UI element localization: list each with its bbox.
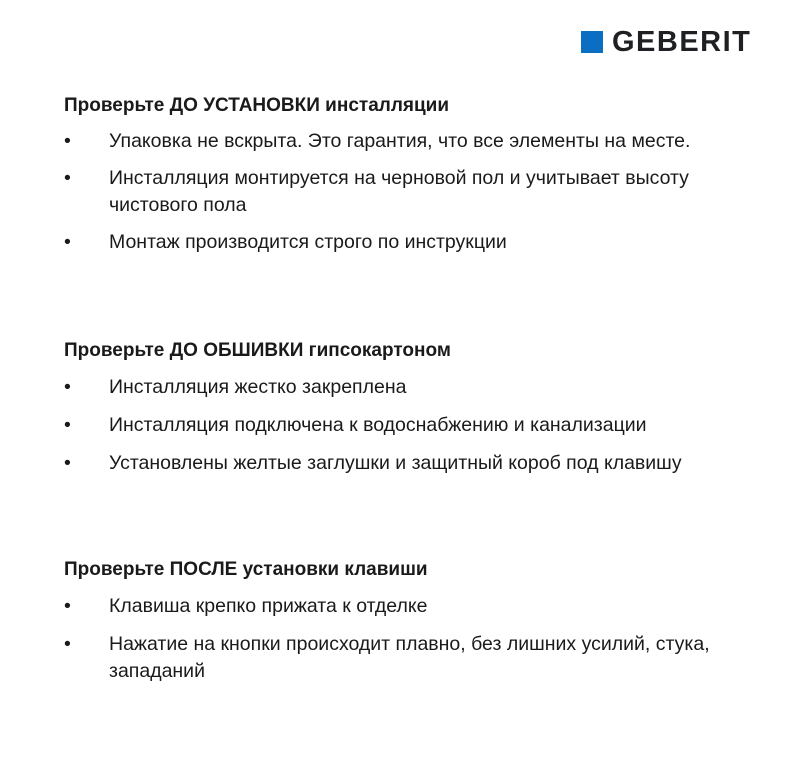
list-item-text: Клавиша крепко прижата к отделке (109, 595, 428, 617)
bullet-icon: • (64, 376, 71, 398)
section-before-installation (64, 94, 744, 266)
bullet-list (64, 374, 744, 477)
bullet-icon: • (64, 167, 71, 189)
list-item-text: Инсталляция подключена к водоснабжению и канализации (109, 414, 647, 436)
list-item (64, 412, 744, 439)
bullet-icon: • (64, 633, 71, 655)
logo-wordmark: GEBERIT (612, 26, 752, 58)
list-item-text: Инсталляция монтируется на черновой пол и учитывает высоту чистового пола (109, 167, 689, 216)
logo-square-icon (581, 31, 603, 53)
list-item (64, 593, 744, 620)
bullet-icon: • (64, 414, 71, 436)
list-item (64, 128, 744, 155)
list-item (64, 631, 744, 685)
list-item-text: Нажатие на кнопки происходит плавно, без лишних усилий, стука, западаний (109, 633, 710, 682)
bullet-list (64, 593, 744, 685)
section-after-flush-plate (64, 558, 744, 696)
list-item-text: Упаковка не вскрыта. Это гарантия, что все элементы на месте. (109, 130, 691, 152)
section-title: Проверьте ПОСЛЕ установки клавиши (64, 559, 428, 580)
bullet-list (64, 128, 744, 256)
bullet-icon: • (64, 452, 71, 474)
section-title: Проверьте ДО ОБШИВКИ гипсокартоном (64, 340, 451, 361)
section-title: Проверьте ДО УСТАНОВКИ инсталляции (64, 95, 450, 116)
geberit-logo (581, 26, 752, 58)
bullet-icon: • (64, 595, 71, 617)
list-item (64, 165, 744, 219)
list-item-text: Инсталляция жестко закреплена (109, 376, 407, 398)
list-item (64, 450, 744, 477)
list-item-text: Установлены желтые заглушки и защитный короб под клавишу (109, 452, 682, 474)
bullet-icon: • (64, 231, 71, 253)
list-item (64, 229, 744, 256)
section-before-drywall (64, 339, 744, 488)
list-item (64, 374, 744, 401)
list-item-text: Монтаж производится строго по инструкции (109, 231, 507, 253)
bullet-icon: • (64, 130, 71, 152)
